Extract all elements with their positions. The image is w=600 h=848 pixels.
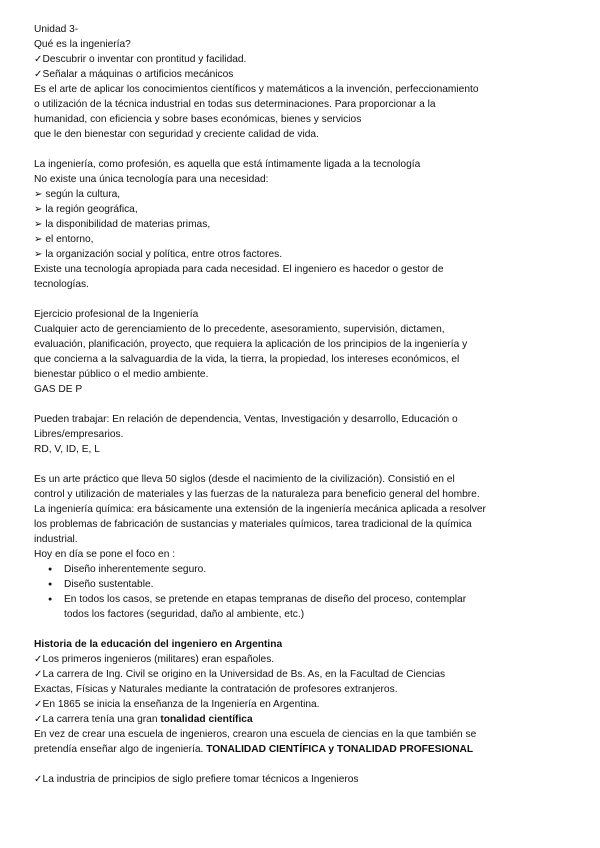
historia-title: Historia de la educación del ingeniero en Argentina <box>34 639 283 650</box>
trabajar-line: Pueden trabajar: En relación de dependencia, Ventas, Investigación y desarrollo, Educación o <box>34 414 458 425</box>
list-item: ● Diseño inherentemente seguro. <box>64 562 574 577</box>
historia-line: ✓La carrera de Ing. Civil se origino en la Universidad de Bs. As, en la Facultad de Ciencias <box>34 669 446 680</box>
ejercicio-line: que concierna a la salvaguardia de la vida, la tierra, la propiedad, los intereses económicos, el <box>34 354 460 365</box>
unit-heading: Unidad 3- <box>34 24 79 35</box>
arte-line: Hoy en día se pone el foco en : <box>34 549 176 560</box>
historia-bold: tonalidad científica <box>160 714 253 725</box>
list-item-line: todos los factores (seguridad, daño al ambiente, etc.) <box>64 609 305 620</box>
arrow-item: ➢ el entorno, <box>34 234 94 245</box>
ejercicio-title: Ejercicio profesional de la Ingeniería <box>34 309 199 320</box>
definition-line: humanidad, con eficiencia y sobre bases económicas, bienes y servicios <box>34 114 362 125</box>
historia-line: ✓En 1865 se inicia la enseñanza de la Ingeniería en Argentina. <box>34 699 320 710</box>
definition-line: o utilización de la técnica industrial en todas sus determinaciones. Para proporcionar a la <box>34 99 436 110</box>
historia-line: ✓Los primeros ingenieros (militares) eran españoles. <box>34 654 275 665</box>
trabajar-line: Libres/empresarios. <box>34 429 124 440</box>
technology-line: Existe una tecnología apropiada para cada necesidad. El ingeniero es hacedor o gestor de <box>34 264 444 275</box>
historia-line <box>34 712 574 727</box>
foco-list <box>34 562 574 622</box>
historia-bold: TONALIDAD CIENTÍFICA y TONALIDAD PROFESIONAL <box>206 744 474 755</box>
trabajar-line: RD, V, ID, E, L <box>34 444 100 455</box>
arrow-item: ➢ la organización social y política, entre otros factores. <box>34 249 283 260</box>
ejercicio-line: bienestar público o el medio ambiente. <box>34 369 209 380</box>
historia-line: En vez de crear una escuela de ingenieros, crearon una escuela de ciencias en la que también se <box>34 729 477 740</box>
historia-line <box>34 742 574 757</box>
profession-line: No existe una única tecnología para una necesidad: <box>34 174 269 185</box>
document-page <box>34 22 574 787</box>
historia-line: Exactas, Físicas y Naturales mediante la contratación de profesores extranjeros. <box>34 684 398 695</box>
arrow-item: ➢ la región geográfica, <box>34 204 138 215</box>
definition-line: que le den bienestar con seguridad y creciente calidad de vida. <box>34 129 319 140</box>
arte-line: industrial. <box>34 534 78 545</box>
check-item: ✓Señalar a máquinas o artificios mecánicos <box>34 69 234 80</box>
profession-line: La ingeniería, como profesión, es aquella que está íntimamente ligada a la tecnología <box>34 159 421 170</box>
arrow-item: ➢ la disponibilidad de materias primas, <box>34 219 211 230</box>
technology-line: tecnologías. <box>34 279 89 290</box>
list-item: ● Diseño sustentable. <box>64 577 574 592</box>
ejercicio-line: Cualquier acto de gerenciamiento de lo precedente, asesoramiento, supervisión, dictamen, <box>34 324 445 335</box>
question-title: Qué es la ingeniería? <box>34 39 131 50</box>
arte-line: La ingeniería química: era básicamente una extensión de la ingeniería mecánica aplicada a resolver <box>34 504 486 515</box>
list-item-line: ● En todos los casos, se pretende en etapas tempranas de diseño del proceso, contemplar <box>64 594 467 605</box>
final-line: ✓La industria de principios de siglo prefiere tomar técnicos a Ingenieros <box>34 774 359 785</box>
check-item: ✓Descubrir o inventar con prontitud y facilidad. <box>34 54 247 65</box>
arte-line: Es un arte práctico que lleva 50 siglos (desde el nacimiento de la civilización). Consistió en el <box>34 474 455 485</box>
arte-line: control y utilización de materiales y las fuerzas de la naturaleza para beneficio general del hombre. <box>34 489 480 500</box>
list-item <box>64 592 574 622</box>
definition-line: Es el arte de aplicar los conocimientos científicos y matemáticos a la invención, perfeccionamiento <box>34 84 479 95</box>
historia-text: ✓La carrera tenía una gran <box>34 714 161 725</box>
ejercicio-line: GAS DE P <box>34 384 83 395</box>
historia-text: pretendía enseñar algo de ingeniería. <box>34 744 207 755</box>
arte-line: los problemas de fabricación de sustancias y materiales químicos, tarea tradicional de la química <box>34 519 472 530</box>
ejercicio-line: evaluación, planificación, proyecto, que requiera la aplicación de los principios de la ingeniería y <box>34 339 468 350</box>
arrow-item: ➢ según la cultura, <box>34 189 121 200</box>
